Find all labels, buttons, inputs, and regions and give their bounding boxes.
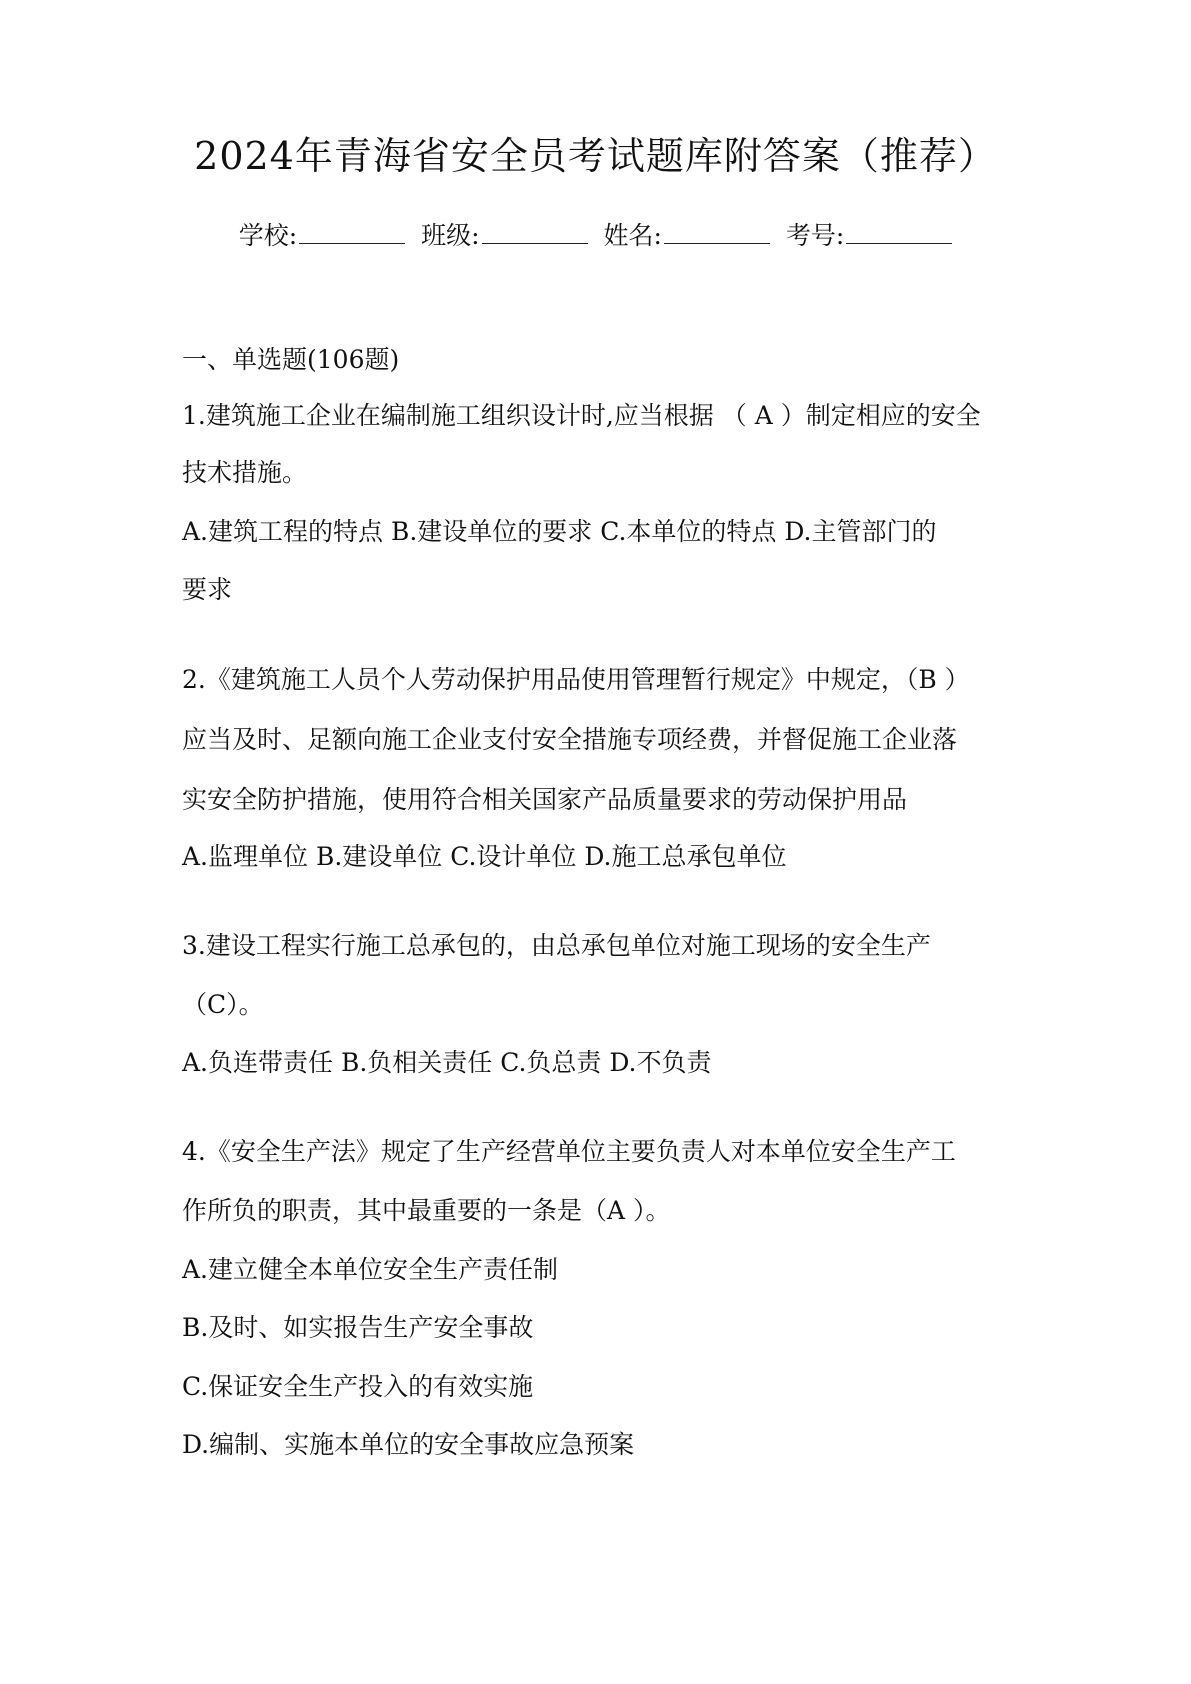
student-info-row — [0, 216, 1191, 256]
name-field — [603, 216, 769, 256]
exam-number-label: 考号: — [785, 221, 845, 250]
q3-stem-line-1: 3.建设工程实行施工总承包的，由总承包单位对施工现场的安全生产 — [182, 931, 931, 960]
class-label: 班级: — [421, 221, 480, 250]
q2-stem-line-3: 实安全防护措施，使用符合相关国家产品质量要求的劳动保护用品 — [182, 785, 908, 814]
q2-options-line: A.监理单位 B.建设单位 C.设计单位 D.施工总承包单位 — [182, 842, 787, 871]
school-label: 学校: — [238, 221, 298, 250]
section-heading: 一、单选题(106题) — [182, 345, 400, 374]
class-blank[interactable] — [482, 217, 588, 244]
exam-number-field — [786, 216, 952, 256]
name-label: 姓名: — [603, 221, 662, 250]
school-blank[interactable] — [299, 217, 405, 244]
q4-stem-line-2: 作所负的职责，其中最重要的一条是（A ）。 — [182, 1196, 671, 1225]
name-blank[interactable] — [664, 217, 770, 244]
school-field — [239, 216, 405, 256]
q4-option-d: D.编制、实施本单位的安全事故应急预案 — [182, 1430, 635, 1459]
q3-options-line: A.负连带责任 B.负相关责任 C.负总责 D.不负责 — [182, 1048, 712, 1077]
q1-stem-line-1: 1.建筑施工企业在编制施工组织设计时,应当根据 （ A ）制定相应的安全 — [182, 401, 981, 430]
document-title: 2024年青海省安全员考试题库附答案（推荐） — [194, 134, 997, 178]
q4-option-c: C.保证安全生产投入的有效实施 — [182, 1372, 534, 1401]
exam-number-blank[interactable] — [846, 217, 952, 244]
q3-stem-line-2: （C）。 — [182, 990, 264, 1019]
q2-stem-line-2: 应当及时、足额向施工企业支付安全措施专项经费，并督促施工企业落 — [182, 725, 958, 754]
q4-stem-line-1: 4.《安全生产法》规定了生产经营单位主要负责人对本单位安全生产工 — [182, 1137, 956, 1166]
class-field — [421, 216, 587, 256]
q1-options-line-1: A.建筑工程的特点 B.建设单位的要求 C.本单位的特点 D.主管部门的 — [182, 517, 937, 546]
q2-stem-line-1: 2.《建筑施工人员个人劳动保护用品使用管理暂行规定》中规定，（B ） — [182, 665, 970, 694]
q4-option-b: B.及时、如实报告生产安全事故 — [182, 1313, 534, 1342]
q1-options-line-2: 要求 — [182, 575, 233, 604]
q1-stem-line-2: 技术措施。 — [182, 458, 308, 487]
q4-option-a: A.建立健全本单位安全生产责任制 — [182, 1255, 559, 1284]
